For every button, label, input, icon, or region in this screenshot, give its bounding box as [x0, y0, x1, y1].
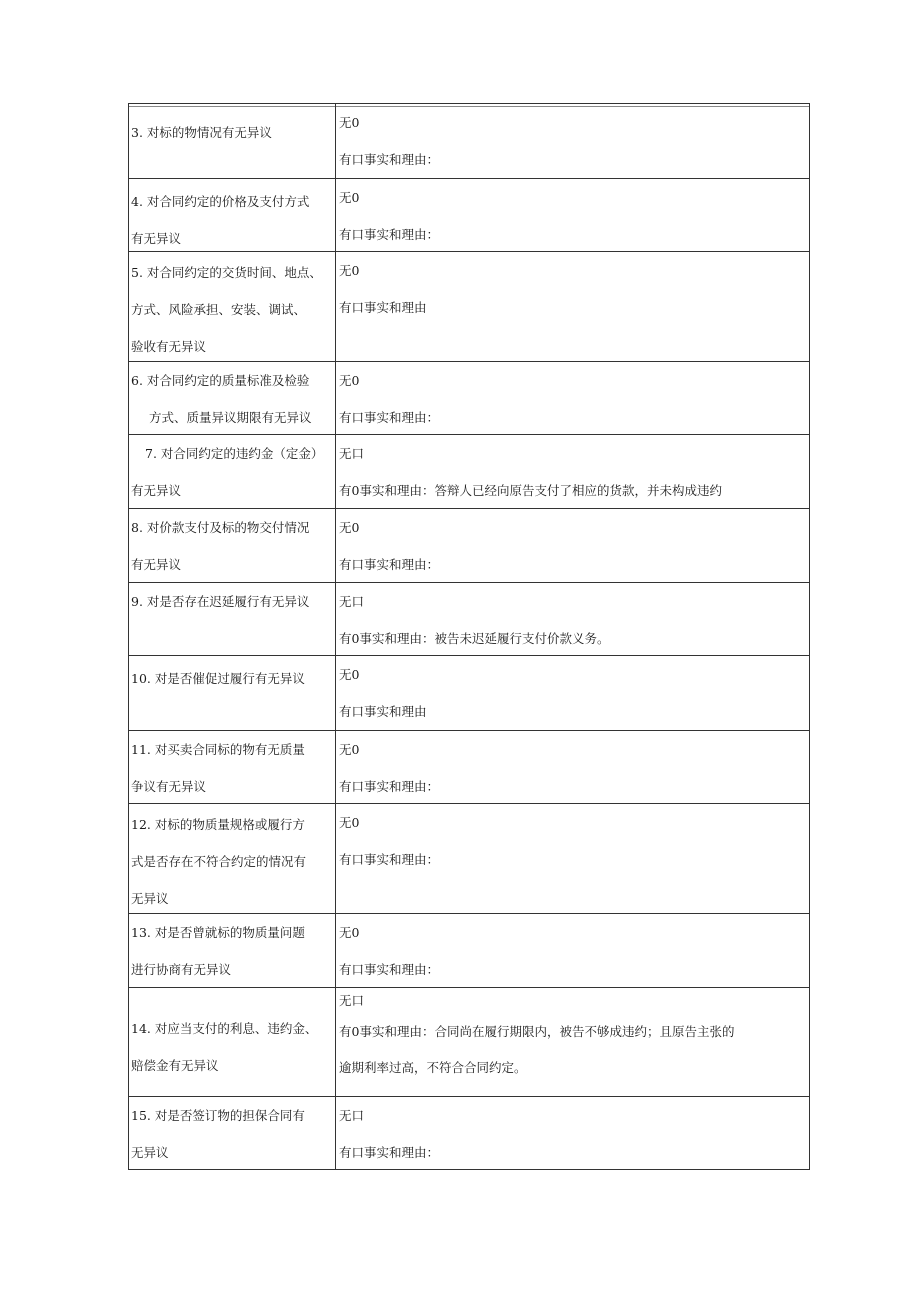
table-row: [129, 988, 809, 1097]
option-no[interactable]: 无口: [339, 446, 365, 461]
answer-cell: [336, 509, 809, 582]
answer-cell: [336, 435, 809, 508]
question-cell: [129, 656, 336, 730]
question-text-line: 11. 对买卖合同标的物有无质量: [131, 742, 305, 757]
option-no[interactable]: 无0: [339, 925, 360, 940]
question-text-line: 验收有无异议: [131, 339, 207, 354]
table-row: [129, 179, 809, 252]
option-yes-reason[interactable]: 有口事实和理由：: [339, 852, 440, 867]
question-text-line: 无异议: [131, 891, 169, 906]
option-no[interactable]: 无0: [339, 190, 360, 205]
option-no[interactable]: 无0: [339, 520, 360, 535]
question-text-line: 5. 对合同约定的交货时间、地点、: [131, 265, 322, 280]
question-text-line: 9. 对是否存在迟延履行有无异议: [131, 594, 310, 609]
question-cell: [129, 509, 336, 582]
table-row: [129, 583, 809, 656]
option-no[interactable]: 无口: [339, 993, 365, 1008]
option-no[interactable]: 无0: [339, 115, 360, 130]
answer-cell: [336, 583, 809, 655]
question-text-line: 无异议: [131, 1145, 169, 1160]
question-cell: [129, 362, 336, 434]
question-cell: [129, 252, 336, 361]
option-yes-reason[interactable]: 有口事实和理由：: [339, 557, 440, 572]
question-text-line: 方式、风险承担、安装、调试、: [131, 302, 307, 317]
option-yes-reason[interactable]: 有口事实和理由: [339, 300, 427, 315]
question-text-line: 式是否存在不符合约定的情况有: [131, 854, 307, 869]
table-row: [129, 656, 809, 731]
question-text-line: 有无异议: [131, 483, 182, 498]
option-no[interactable]: 无0: [339, 742, 360, 757]
table-row: [129, 914, 809, 988]
question-text-line: 13. 对是否曾就标的物质量问题: [131, 925, 305, 940]
option-yes-reason[interactable]: 有0事实和理由：答辩人已经向原告支付了相应的货款，并未构成违约: [339, 483, 722, 498]
question-cell: [129, 583, 336, 655]
option-yes-reason[interactable]: 有口事实和理由：: [339, 410, 440, 425]
table-row: [129, 104, 809, 179]
question-text-line: 10. 对是否催促过履行有无异议: [131, 671, 305, 686]
option-yes-reason[interactable]: 有口事实和理由：: [339, 1145, 440, 1160]
question-text-line: 12. 对标的物质量规格或履行方: [131, 817, 305, 832]
answer-cell: [336, 252, 809, 361]
option-no[interactable]: 无口: [339, 1108, 365, 1123]
question-text-line: 有无异议: [131, 231, 182, 246]
question-text-line: 赔偿金有无异议: [131, 1058, 219, 1073]
question-text-line: 7. 对合同约定的违约金（定金）: [145, 446, 324, 461]
question-text-line: 争议有无异议: [131, 779, 207, 794]
answer-cell: [336, 104, 809, 178]
table-row: [129, 804, 809, 914]
option-no[interactable]: 无0: [339, 373, 360, 388]
question-cell: [129, 804, 336, 913]
option-yes-reason[interactable]: 有口事实和理由：: [339, 152, 440, 167]
table-row: [129, 252, 809, 362]
answer-cell: [336, 731, 809, 803]
option-no[interactable]: 无口: [339, 594, 365, 609]
answer-cell: [336, 804, 809, 913]
question-text-line: 3. 对标的物情况有无异议: [131, 125, 272, 140]
option-no[interactable]: 无0: [339, 815, 360, 830]
question-text-line: 15. 对是否签订物的担保合同有: [131, 1108, 305, 1123]
question-text-line: 方式、质量异议期限有无异议: [149, 410, 312, 425]
table-row: [129, 509, 809, 583]
question-cell: [129, 914, 336, 987]
option-yes-reason[interactable]: 有0事实和理由：合同尚在履行期限内，被告不够成违约；且原告主张的: [339, 1024, 735, 1039]
option-no[interactable]: 无0: [339, 667, 360, 682]
table-row: [129, 362, 809, 435]
answer-cell: [336, 179, 809, 251]
answer-cell: [336, 656, 809, 730]
question-cell: [129, 988, 336, 1096]
question-cell: [129, 104, 336, 178]
table-row: [129, 731, 809, 804]
question-cell: [129, 179, 336, 251]
option-yes-reason[interactable]: 有口事实和理由：: [339, 962, 440, 977]
option-no[interactable]: 无0: [339, 263, 360, 278]
answer-cell: [336, 988, 809, 1096]
answer-cell: [336, 1097, 809, 1169]
question-text-line: 有无异议: [131, 557, 182, 572]
question-cell: [129, 731, 336, 803]
reason-continuation: 逾期利率过高，不符合合同约定。: [339, 1060, 527, 1075]
answer-cell: [336, 914, 809, 987]
dispute-form-table: [128, 103, 810, 1170]
option-yes-reason[interactable]: 有口事实和理由：: [339, 227, 440, 242]
question-text-line: 4. 对合同约定的价格及支付方式: [131, 194, 310, 209]
question-text-line: 进行协商有无异议: [131, 962, 232, 977]
answer-cell: [336, 362, 809, 434]
question-text-line: 6. 对合同约定的质量标准及检验: [131, 373, 310, 388]
question-text-line: 8. 对价款支付及标的物交付情况: [131, 520, 310, 535]
table-row: [129, 435, 809, 509]
option-yes-reason[interactable]: 有0事实和理由：被告未迟延履行支付价款义务。: [339, 631, 610, 646]
question-cell: [129, 1097, 336, 1169]
question-text-line: 14. 对应当支付的利息、违约金、: [131, 1021, 318, 1036]
table-row: [129, 1097, 809, 1170]
option-yes-reason[interactable]: 有口事实和理由：: [339, 779, 440, 794]
option-yes-reason[interactable]: 有口事实和理由: [339, 704, 427, 719]
question-cell: [129, 435, 336, 508]
